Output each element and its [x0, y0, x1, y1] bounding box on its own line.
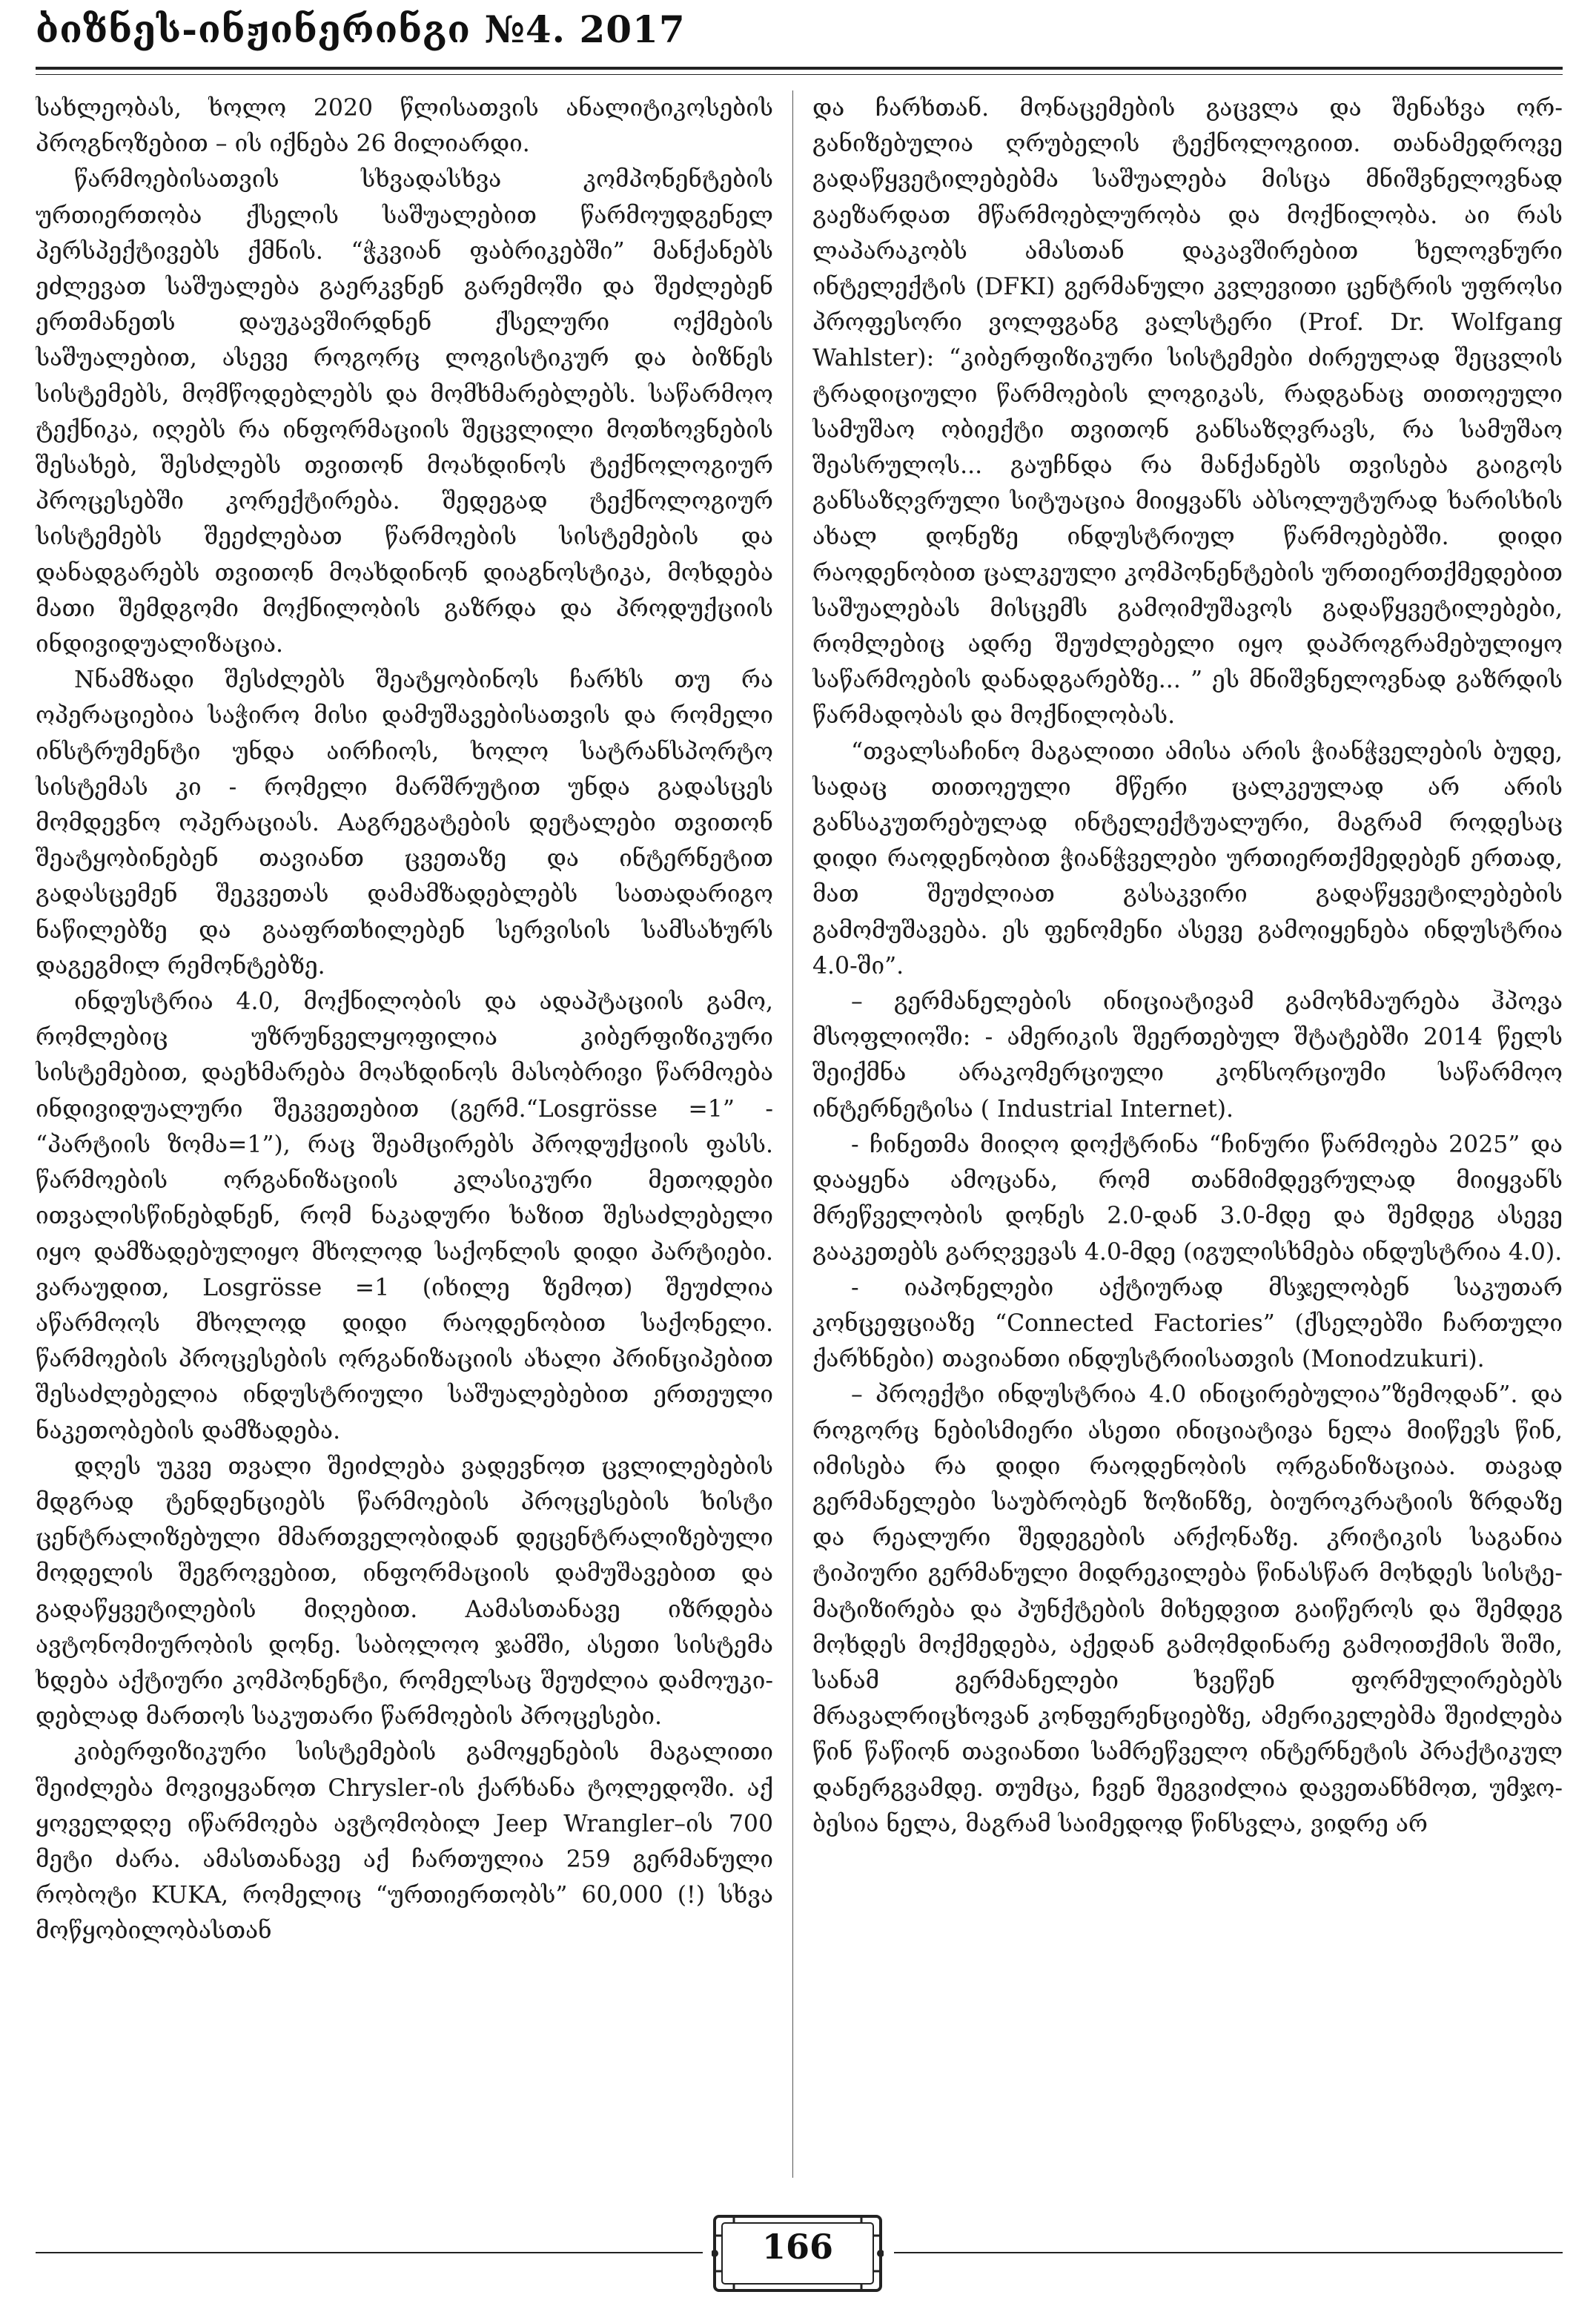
- paragraph: და ჩარხთან. მონაცემების გაცვლა და შენახვა ორგანიზებულია ღრუბელის ტექნოლოგიით. თანამედროვე გადაწყვეტილებებმა საშუალება მისცა მნიშვნელოვნად გაეზარდათ მწარმოებლურობა და მოქნილობა. აი რას ლაპარაკობს ამასთან დაკავშირებით ხელოვნური ინტელექტის (DFKI) გერმანული კვლევითი ცენტრის უფროსი პროფესორი ვოლფგანგ ვალსტერი (Prof. Dr. Wolfgang Wahlster): “კიბერფიზიკური სისტემები ძირეულად შეცვლის ტრადიციული წარმოების ლოგიკას, რადგანაც თითოეული სამუშაო ობიექტი თვითონ განსაზღვრავს, რა სამუშაო შეასრულოს... გაუჩნდა რა მანქანებს თვისება გაიგოს განსაზღვრული სიტუაცია მიიყვანს აბსოლუტურად ხარისხის ახალ დონეზე ინდუსტრიულ წარმოებებში. დიდი რაოდენობით ცალკეული კომპონენტების ურთიერთქმედებით საშუალებას მისცემს გამოიმუშავოს გადაწყვეტილებები, რომლებიც ადრე შეუძლებელი იყო დაპროგრამებულიყო საწარმოების დანადგარებზე... ” ეს მნიშვნელოვნად გაზრდის წარმადობას და მოქნილობას.: [812, 95, 1563, 730]
- running-header: [36, 4, 1563, 86]
- paragraph: - ჩინეთმა მიიღო დოქტრინა “ჩინური წარმოება 2025” და დააყენა ამოცანა, რომ თანმიმდევრულად მიიყვანს მრეწველობის დონეს 2.0-დან 3.0-მდე და შემდეგ ასევე გააკეთებს გარღვევას 4.0-მდე (იგულისხმება ინდუსტრია 4.0).: [812, 1131, 1563, 1266]
- paragraph: დღეს უკვე თვალი შეიძლება ვადევნოთ ცვლილებების მდგრად ტენდენციებს წარმოების პროცესების ხისტი ცენტრალიზებული მმართველობიდან დეცენტრალიზებული მოდელის შეგროვებით, ინფორმაციის დამუშავებით და გადაწყვეტილების მიღებით. Aამასთანავე იზრდება ავტონომიურობის დონე. საბოლოო ჯამში, ასეთი სისტემა ხდება აქტიური კომპონენტი, რომელსაც შეუძლია დამოუკიდებლად მართოს საკუთარი წარმოების პროცესები.: [36, 1453, 773, 1731]
- column-divider: [792, 90, 793, 2178]
- paragraph: ინდუსტრია 4.0, მოქნილობის და ადაპტაციის გამო, რომლებიც უზრუნველყოფილია კიბერფიზიკური სისტემებით, დაეხმარება მოახდინოს მასობრივი წარმოება ინდივიდუალური შეკვეთებით (გერმ.“Losgrösse =1” - “პარტიის ზომა=1”), რაც შეამცირებს პროდუქციის ფასს. წარმოების ორგანიზაციის კლასიკური მეთოდები ითვალისწინებდნენ, რომ ნაკადური ხაზით შესაძლებელი იყო დამზადებულიყო მხოლოდ საქონლის დიდი პარტიები. ვარაუდით, Losgrösse =1 (იხილე ზემოთ) შეუძლია აწარმოოს მხოლოდ დიდი რაოდენობით საქონელი. წარმოების პროცესების ორგანიზაციის ახალი პრინციპებით შესაძლებელია ინდუსტრიული საშუალებებით ერთეული ნაკეთობების დამზადება.: [36, 988, 773, 1444]
- left-column: [36, 90, 773, 2193]
- paragraph: “თვალსაჩინო მაგალითი ამისა არის ჭიანჭველების ბუდე, სადაც თითოეული მწერი ცალკეულად არ არის განსაკუთრებულად ინტელექტუალური, მაგრამ როდესაც დიდი რაოდენობით ჭიანჭველები ურთიერთქმედებენ ერთად, მათ შეუძლიათ გასაკვირი გადაწყვეტილებების გამომუშავება. ეს ფენომენი ასევე გამოიყენება ინდუსტრია 4.0-ში”.: [812, 738, 1563, 980]
- journal-title: ბიზნეს-ინჟინერინგი №4. 2017: [36, 7, 686, 51]
- paragraph: წარმოებისათვის სხვადასხვა კომპონენტების ურთიერთობა ქსელის საშუალებით წარმოუდგენელ პერსპექტივებს ქმნის. “ჭკვიან ფაბრიკებში” მანქანებს ეძლევათ საშუალება გაერკვნენ გარემოში და შეძლებენ ერთმანეთს დაუკავშირდნენ ქსელური ოქმების საშუალებით, ასევე როგორც ლოგისტიკურ და ბიზნეს სისტემებს, მომწოდებლებს და მომხმარებლებს. საწარმოო ტექნიკა, იღებს რა ინფორმაციის შეცვლილი მოთხოვნების შესახებ, შესძლებს თვითონ მოახდინოს ტექნოლოგიურ პროცესებში კორექტირება. შედეგად ტექნოლოგიურ სისტემებს შეეძლებათ წარმოების სისტემების და დანადგარებს თვითონ მოახდინონ დიაგნოსტიკა, მოხდება მათი შემდგომი მოქნილობის გაზრდა და პროდუქციის ინდივიდუალიზაცია.: [36, 166, 773, 658]
- paragraph: – გერმანელების ინიციატივამ გამოხმაურება ჰპოვა მსოფლიოში: - ამერიკის შეერთებულ შტატებში 2014 წელს შეიქმნა არაკომერციული კონსორციუმი საწარმოო ინტერნეტისა ( Industrial Internet).: [812, 988, 1563, 1123]
- right-column: [812, 90, 1563, 2193]
- page-number: 166: [761, 2227, 834, 2267]
- header-rule-thin: [36, 74, 1563, 75]
- page-footer: [0, 2206, 1596, 2309]
- page-number-frame: [712, 2213, 884, 2293]
- paragraph: - იაპონელები აქტიურად მსჯელობენ საკუთარ კონცეფციაზე “Connected Factories” (ქსელებში ჩართული ქარხნები) თავიანთი ინდუსტრიისათვის (Monodzukuri).: [812, 1274, 1563, 1373]
- paragraph: კიბერფიზიკური სისტემების გამოყენების მაგალითი შეიძლება მოვიყვანოთ Chrysler-ის ქარხანა ტოლედოში. აქ ყოველდღე იწარმოება ავტომობილ Jeep Wrangler–ის 700 მეტი ძარა. ამასთანავე აქ ჩართულია 259 გერმანული რობოტი KUKA, რომელიც “ურთიერთობს” 60,000 (!) სხვა მოწყობილობასთან: [36, 1739, 773, 1945]
- footer-rule-right: [894, 2252, 1563, 2253]
- footer-rule-left: [36, 2252, 703, 2253]
- header-rule: [36, 67, 1563, 70]
- paragraph: Nნამზადი შესძლებს შეატყობინოს ჩარხს თუ რა ოპერაციებია საჭირო მისი დამუშავებისათვის და რომელი ინსტრუმენტი უნდა აირჩიოს, ხოლო სატრანსპორტო სისტემას კი - რომელი მარშრუტით უნდა გადასცეს მომდევნო ოპერაციას. Aაგრეგატების დეტალები თვითონ შეატყობინებენ თავიანთ ცვეთაზე და ინტერნეტით გადასცემენ შეკვეთას დამამზადებლებს სათადარიგო ნაწილებზე და გააფრთხილებენ სერვისის სამსახურს დაგეგმილ რემონტებზე.: [36, 667, 773, 980]
- paragraph: – პროექტი ინდუსტრია 4.0 ინიცირებულია”ზემოდან”. და როგორც ნებისმიერი ასეთი ინიციატივა ნელა მიიწევს წინ, იმისება რა დიდი რაოდენობის ორგანიზაციაა. თავად გერმანელები საუბრობენ ზოზინზე, ბიუროკრატიის ზრდაზე და რეალური შედეგების არქონაზე. კრიტიკის საგანია ტიპიური გერმანული მიდრეკილება წინასწარ მოხდეს სისტემატიზირება და პუნქტების მიხედვით გაიწეროს და შემდეგ მოხდეს მოქმედება, აქედან გამომდინარე გამოითქმის შიში, სანამ გერმანელები ხვეწენ ფორმულირებებს მრავალრიცხოვან კონფერენციებზე, ამერიკელებმა შეიძლება წინ წაწიონ თავიანთი სამრეწველო ინტერნეტის პრაქტიკულ დანერგვამდე. თუმცა, ჩვენ შეგვიძლია დავეთანხმოთ, უმჯობესია ნელა, მაგრამ საიმედოდ წინსვლა, ვიდრე არ: [812, 1381, 1563, 1837]
- paragraph: სახლეობას, ხოლო 2020 წლისათვის ანალიტიკოსების პროგნოზებით – ის იქნება 26 მილიარდი.: [36, 95, 773, 158]
